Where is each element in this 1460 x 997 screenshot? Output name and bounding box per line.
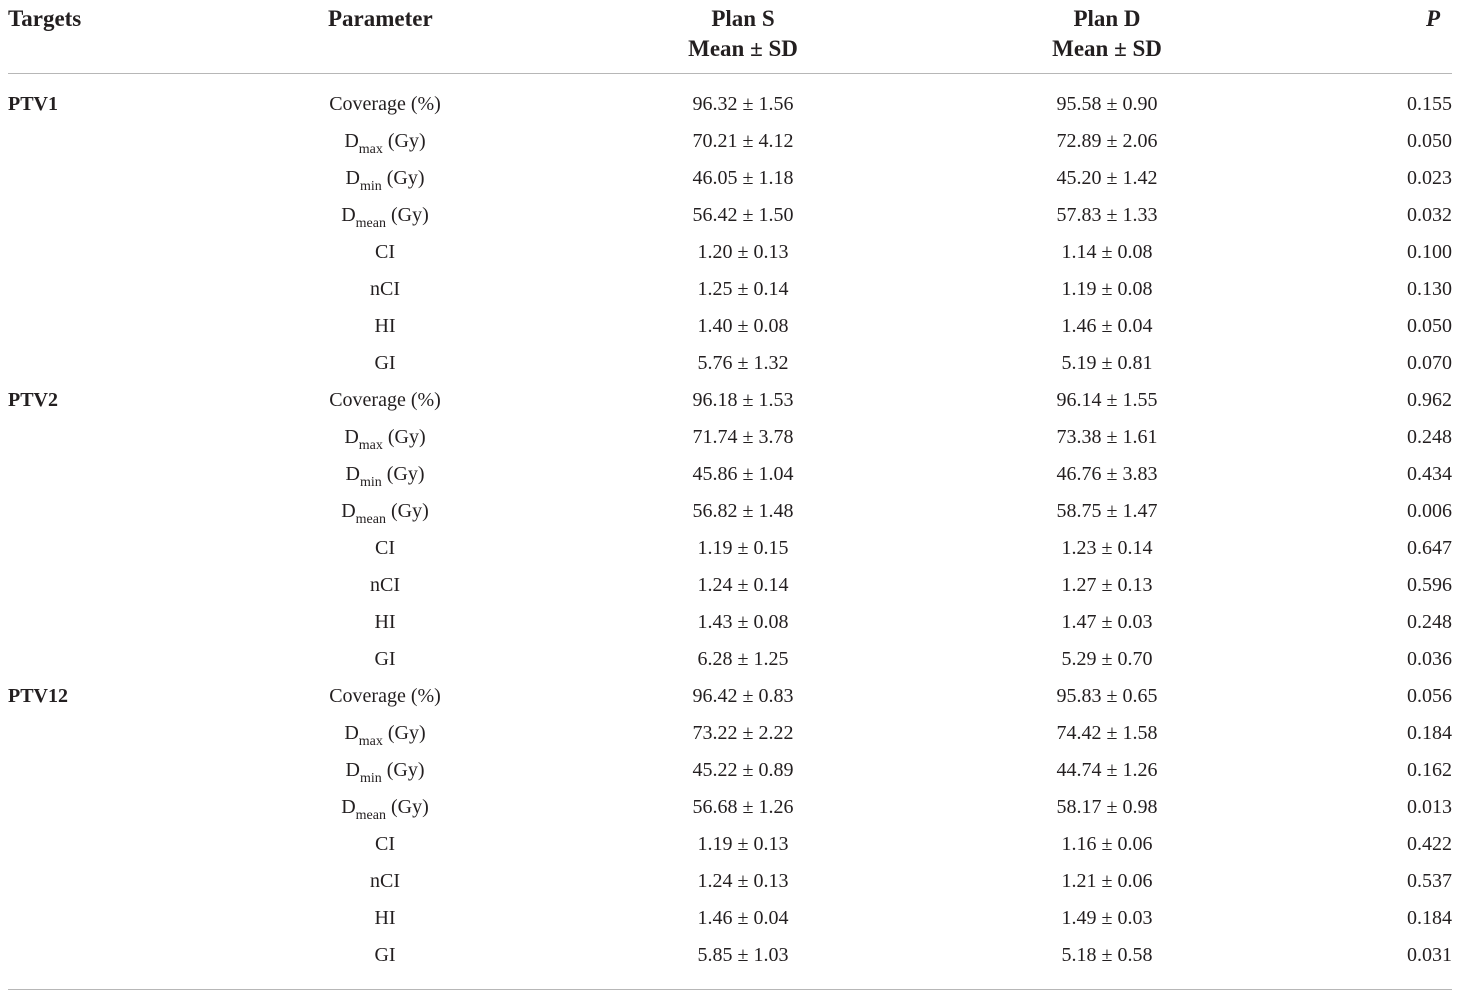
parameter-cell: [285, 715, 485, 752]
table-row: [0, 308, 1460, 345]
table-row: [0, 900, 1460, 937]
parameter-name: GI: [374, 944, 396, 966]
plan-s-cell: 1.20 ± 0.13: [697, 241, 789, 263]
p-value-cell: 0.537: [1407, 870, 1452, 892]
plan-s-cell: 46.05 ± 1.18: [692, 167, 794, 189]
table-row: [0, 752, 1460, 789]
plan-s-cell: 73.22 ± 2.22: [692, 722, 794, 744]
table-row: [0, 715, 1460, 752]
parameter-name: nCI: [370, 278, 400, 300]
parameter-cell: [285, 900, 485, 937]
parameter-name: nCI: [370, 870, 400, 892]
plan-d-cell: 72.89 ± 2.06: [1056, 130, 1158, 152]
p-value-cell: 0.050: [1407, 315, 1452, 337]
parameter-cell: [285, 234, 485, 271]
p-value-cell: 0.162: [1407, 759, 1452, 781]
parameter-name: D: [344, 426, 359, 448]
parameter-cell: [285, 345, 485, 382]
table-row: [0, 641, 1460, 678]
parameter-name: GI: [374, 352, 396, 374]
parameter-cell: [285, 419, 485, 456]
parameter-cell: [285, 678, 485, 715]
plan-d-cell: 1.47 ± 0.03: [1061, 611, 1153, 633]
parameter-unit: (Gy): [386, 500, 429, 522]
bottom-rule: [8, 989, 1452, 990]
p-value-cell: 0.647: [1407, 537, 1452, 559]
p-value-cell: 0.031: [1407, 944, 1452, 966]
table-row: [0, 493, 1460, 530]
p-value-cell: 0.248: [1407, 611, 1452, 633]
plan-d-cell: 5.18 ± 0.58: [1061, 944, 1153, 966]
plan-d-cell: 5.19 ± 0.81: [1061, 352, 1153, 374]
plan-d-cell: 95.58 ± 0.90: [1056, 93, 1158, 115]
plan-s-cell: 96.42 ± 0.83: [692, 685, 794, 707]
plan-s-cell: 1.19 ± 0.13: [697, 833, 789, 855]
parameter-name: D: [345, 759, 360, 781]
header-rule: [8, 73, 1452, 74]
parameter-name: D: [344, 722, 359, 744]
parameter-subscript: mean: [355, 512, 386, 527]
parameter-subscript: max: [358, 734, 383, 749]
parameter-name: D: [345, 463, 360, 485]
parameter-unit: (Gy): [381, 759, 425, 781]
parameter-name: HI: [374, 315, 396, 337]
p-value-cell: 0.050: [1407, 130, 1452, 152]
parameter-name: D: [341, 796, 356, 818]
parameter-name: D: [344, 130, 359, 152]
header-parameter: Parameter: [328, 6, 433, 31]
table-row: [0, 530, 1460, 567]
table-row: [0, 160, 1460, 197]
parameter-subscript: max: [358, 142, 383, 157]
plan-s-cell: 1.25 ± 0.14: [697, 278, 789, 300]
plan-s-cell: 56.82 ± 1.48: [692, 500, 794, 522]
table-row: [0, 789, 1460, 826]
plan-s-cell: 1.43 ± 0.08: [697, 611, 789, 633]
plan-d-cell: 96.14 ± 1.55: [1056, 389, 1158, 411]
plan-d-cell: 5.29 ± 0.70: [1061, 648, 1153, 670]
parameter-cell: [285, 308, 485, 345]
plan-d-cell: 1.46 ± 0.04: [1061, 315, 1153, 337]
parameter-cell: [285, 86, 485, 123]
parameter-name: CI: [375, 833, 395, 855]
plan-d-cell: 74.42 ± 1.58: [1056, 722, 1158, 744]
parameter-name: nCI: [370, 574, 400, 596]
plan-s-cell: 5.85 ± 1.03: [697, 944, 789, 966]
parameter-cell: [285, 937, 485, 974]
plan-s-cell: 45.22 ± 0.89: [692, 759, 794, 781]
parameter-unit: (Gy): [386, 204, 429, 226]
header-p-label: P: [1425, 6, 1440, 31]
plan-s-cell: 56.68 ± 1.26: [692, 796, 794, 818]
plan-s-cell: 1.46 ± 0.04: [697, 907, 789, 929]
p-value-cell: 0.056: [1407, 685, 1452, 707]
parameter-name: Coverage (%): [329, 389, 441, 411]
parameter-name: GI: [374, 648, 396, 670]
plan-d-cell: 57.83 ± 1.33: [1056, 204, 1158, 226]
parameter-name: D: [341, 500, 356, 522]
parameter-cell: [285, 271, 485, 308]
target-cell: PTV1: [8, 93, 58, 115]
p-value-cell: 0.962: [1407, 389, 1452, 411]
plan-d-cell: 58.17 ± 0.98: [1056, 796, 1158, 818]
p-value-cell: 0.248: [1407, 426, 1452, 448]
parameter-cell: [285, 123, 485, 160]
table-row: [0, 456, 1460, 493]
plan-d-cell: 1.19 ± 0.08: [1061, 278, 1153, 300]
parameter-cell: [285, 197, 485, 234]
header-targets: Targets: [8, 6, 82, 31]
parameter-name: D: [345, 167, 360, 189]
p-value-cell: 0.155: [1407, 93, 1452, 115]
plan-d-cell: 58.75 ± 1.47: [1056, 500, 1158, 522]
plan-s-cell: 6.28 ± 1.25: [697, 648, 789, 670]
parameter-name: CI: [375, 537, 395, 559]
header-plan-d-subtitle: Mean ± SD: [1052, 36, 1162, 61]
parameter-cell: [285, 493, 485, 530]
plan-s-cell: 56.42 ± 1.50: [692, 204, 794, 226]
parameter-unit: (Gy): [382, 426, 426, 448]
parameter-name: Coverage (%): [329, 685, 441, 707]
table-row: [0, 234, 1460, 271]
parameter-cell: [285, 456, 485, 493]
p-value-cell: 0.036: [1407, 648, 1452, 670]
plan-d-cell: 73.38 ± 1.61: [1056, 426, 1158, 448]
header-p-value: [1426, 4, 1440, 34]
table-row: [0, 197, 1460, 234]
target-cell: PTV12: [8, 685, 68, 707]
p-value-cell: 0.130: [1407, 278, 1452, 300]
table-row: [0, 271, 1460, 308]
table-row: [0, 382, 1460, 419]
plan-d-cell: 44.74 ± 1.26: [1056, 759, 1158, 781]
plan-d-cell: 95.83 ± 0.65: [1056, 685, 1158, 707]
plan-s-cell: 1.24 ± 0.14: [697, 574, 789, 596]
table-row: [0, 678, 1460, 715]
p-value-cell: 0.032: [1407, 204, 1452, 226]
plan-d-cell: 1.27 ± 0.13: [1061, 574, 1153, 596]
parameter-cell: [285, 604, 485, 641]
plan-d-cell: 45.20 ± 1.42: [1056, 167, 1158, 189]
parameter-name: Coverage (%): [329, 93, 441, 115]
parameter-name: D: [341, 204, 356, 226]
table-row: [0, 937, 1460, 974]
table-row: [0, 826, 1460, 863]
table-row: [0, 604, 1460, 641]
plan-d-cell: 1.21 ± 0.06: [1061, 870, 1153, 892]
plan-d-cell: 1.23 ± 0.14: [1061, 537, 1153, 559]
table-row: [0, 86, 1460, 123]
plan-d-cell: 1.16 ± 0.06: [1061, 833, 1153, 855]
table-row: [0, 863, 1460, 900]
header-plan-s: [643, 4, 843, 64]
p-value-cell: 0.184: [1407, 722, 1452, 744]
plan-s-cell: 96.32 ± 1.56: [692, 93, 794, 115]
target-cell: PTV2: [8, 389, 58, 411]
plan-d-cell: 46.76 ± 3.83: [1056, 463, 1158, 485]
plan-s-cell: 70.21 ± 4.12: [692, 130, 794, 152]
parameter-cell: [285, 752, 485, 789]
plan-d-cell: 1.14 ± 0.08: [1061, 241, 1153, 263]
header-plan-s-subtitle: Mean ± SD: [688, 36, 798, 61]
parameter-cell: [285, 863, 485, 900]
parameter-name: CI: [375, 241, 395, 263]
p-value-cell: 0.100: [1407, 241, 1452, 263]
parameter-subscript: min: [359, 475, 382, 490]
parameter-name: HI: [374, 907, 396, 929]
table-row: [0, 345, 1460, 382]
parameter-cell: [285, 641, 485, 678]
p-value-cell: 0.596: [1407, 574, 1452, 596]
plan-s-cell: 1.24 ± 0.13: [697, 870, 789, 892]
table-row: [0, 419, 1460, 456]
p-value-cell: 0.006: [1407, 500, 1452, 522]
p-value-cell: 0.070: [1407, 352, 1452, 374]
parameter-cell: [285, 530, 485, 567]
plan-s-cell: 96.18 ± 1.53: [692, 389, 794, 411]
parameter-cell: [285, 826, 485, 863]
p-value-cell: 0.023: [1407, 167, 1452, 189]
plan-s-cell: 1.19 ± 0.15: [697, 537, 789, 559]
plan-d-cell: 1.49 ± 0.03: [1061, 907, 1153, 929]
table-row: [0, 567, 1460, 604]
plan-s-cell: 71.74 ± 3.78: [692, 426, 794, 448]
parameter-unit: (Gy): [382, 722, 426, 744]
parameter-unit: (Gy): [381, 167, 425, 189]
parameter-subscript: mean: [355, 216, 386, 231]
parameter-subscript: min: [359, 179, 382, 194]
parameter-subscript: mean: [355, 808, 386, 823]
plan-s-cell: 1.40 ± 0.08: [697, 315, 789, 337]
header-plan-s-title: Plan S: [711, 6, 775, 31]
parameter-unit: (Gy): [382, 130, 426, 152]
parameter-name: HI: [374, 611, 396, 633]
parameter-cell: [285, 382, 485, 419]
p-value-cell: 0.013: [1407, 796, 1452, 818]
parameter-unit: (Gy): [381, 463, 425, 485]
p-value-cell: 0.184: [1407, 907, 1452, 929]
table-row: [0, 123, 1460, 160]
p-value-cell: 0.434: [1407, 463, 1452, 485]
plan-s-cell: 45.86 ± 1.04: [692, 463, 794, 485]
parameter-unit: (Gy): [386, 796, 429, 818]
p-value-cell: 0.422: [1407, 833, 1452, 855]
plan-s-cell: 5.76 ± 1.32: [697, 352, 789, 374]
header-plan-d: [1007, 4, 1207, 64]
parameter-subscript: min: [359, 771, 382, 786]
parameter-cell: [285, 160, 485, 197]
parameter-cell: [285, 567, 485, 604]
header-plan-d-title: Plan D: [1073, 6, 1141, 31]
parameter-subscript: max: [358, 438, 383, 453]
parameter-cell: [285, 789, 485, 826]
